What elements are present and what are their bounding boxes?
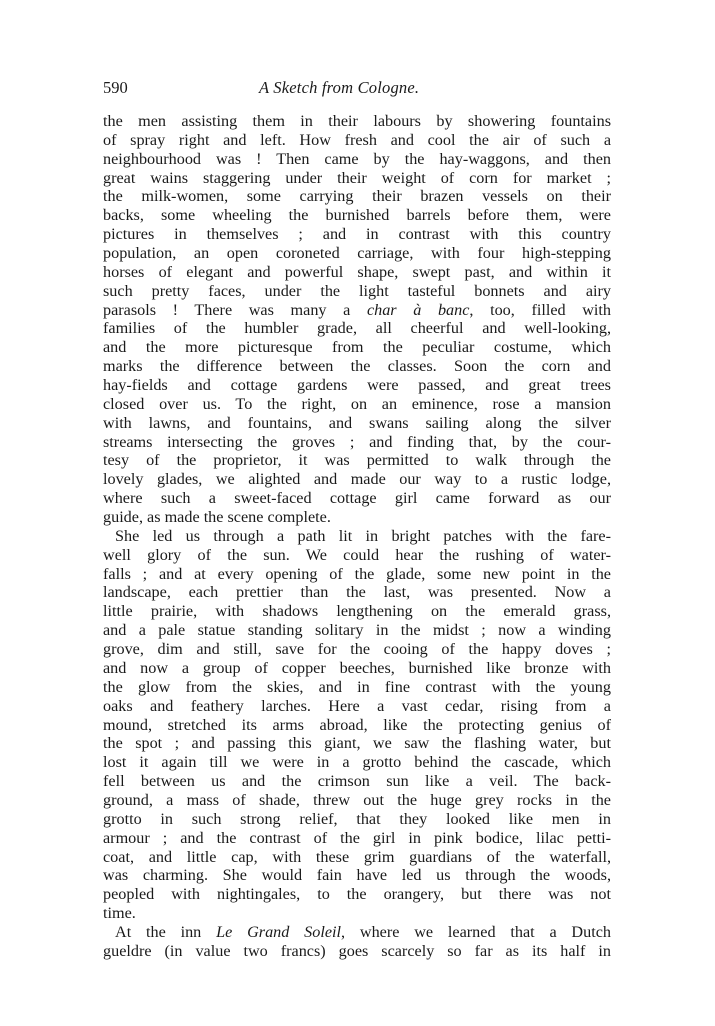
text-line: streams intersecting the groves ; and finding that, by the cour- [103,432,611,451]
text-line: landscape, each prettier than the last, was presented. Now a [103,583,611,602]
text-line: oaks and feathery larches. Here a vast cedar, rising from a [103,696,611,715]
text-line: families of the humbler grade, all cheerful and well-looking, [103,319,611,338]
text-line: and the more picturesque from the peculiar costume, which [103,338,611,357]
text-line: the milk-women, some carrying their brazen vessels on their [103,187,611,206]
book-page [103,78,611,961]
text-line: backs, some wheeling the burnished barrels before them, were [103,206,611,225]
text-line: falls ; and at every opening of the glade, some new point in the [103,564,611,583]
text-line: little prairie, with shadows lengthening on the emerald grass, [103,602,611,621]
text-line: guide, as made the scene complete. [103,508,331,527]
text-line: grotto in such strong relief, that they looked like men in [103,809,611,828]
text-line: coat, and little cap, with these grim guardians of the waterfall, [103,847,611,866]
text-line: of spray right and left. How fresh and cool the air of such a [103,130,611,149]
page-number: 590 [103,78,128,97]
text-line: At the inn Le Grand Soleil, where we learned that a Dutch [115,922,611,941]
text-line: pictures in themselves ; and in contrast with this country [103,225,611,244]
text-line: and now a group of copper beeches, burnished like bronze with [103,658,611,677]
text-line: where such a sweet-faced cottage girl came forward as our [103,489,611,508]
text-line: the men assisting them in their labours by showering fountains [103,112,611,130]
text-line: fell between us and the crimson sun like a veil. The back- [103,772,611,791]
body-text [103,112,611,961]
text-line: well glory of the sun. We could hear the rushing of water- [103,545,611,564]
text-line: gueldre (in value two francs) goes scarcely so far as its half in [103,941,611,960]
text-line: ground, a mass of shade, threw out the huge grey rocks in the [103,790,611,809]
text-line: such pretty faces, under the light tasteful bonnets and airy [103,281,611,300]
text-line: marks the difference between the classes. Soon the corn and [103,357,611,376]
text-line: was charming. She would fain have led us through the woods, [103,866,611,885]
text-line: mound, stretched its arms abroad, like the protecting genius of [103,715,611,734]
text-line: the spot ; and passing this giant, we saw the flashing water, but [103,734,611,753]
text-line: the glow from the skies, and in fine contrast with the young [103,677,611,696]
text-line: tesy of the proprietor, it was permitted to walk through the [103,451,611,470]
text-line: armour ; and the contrast of the girl in pink bodice, lilac petti- [103,828,611,847]
page-header [103,78,611,112]
text-line: She led us through a path lit in bright patches with the fare- [115,526,611,545]
running-title: A Sketch from Cologne. [259,78,420,97]
text-line: lost it again till we were in a grotto behind the cascade, which [103,753,611,772]
text-line: lovely glades, we alighted and made our way to a rustic lodge, [103,470,611,489]
text-line: peopled with nightingales, to the orangery, but there was not [103,885,611,904]
text-line: with lawns, and fountains, and swans sailing along the silver [103,413,611,432]
text-line: grove, dim and still, save for the cooing of the happy doves ; [103,640,611,659]
text-line: parasols ! There was many a char à banc, too, filled with [103,300,612,319]
text-line: and a pale statue standing solitary in the midst ; now a winding [103,621,611,640]
text-line: closed over us. To the right, on an eminence, rose a mansion [103,394,611,413]
text-line: population, an open coroneted carriage, with four high-stepping [103,244,611,263]
text-line: great wains staggering under their weight of corn for market ; [103,168,611,187]
text-line: neighbourhood was ! Then came by the hay-waggons, and then [103,149,611,168]
text-line: time. [103,904,136,923]
text-line: hay-fields and cottage gardens were passed, and great trees [103,376,611,395]
text-line: horses of elegant and powerful shape, swept past, and within it [103,262,611,281]
